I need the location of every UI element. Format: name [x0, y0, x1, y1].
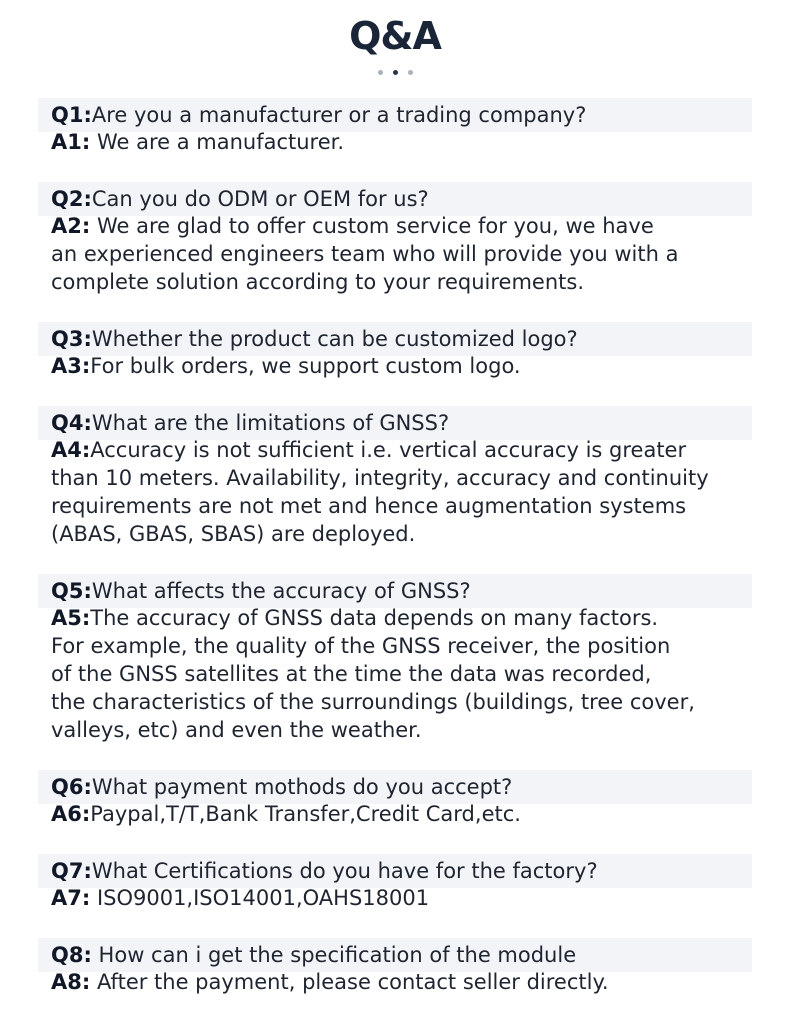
answer — [38, 212, 752, 296]
answer — [38, 800, 752, 828]
answer-label: A2: — [51, 214, 91, 238]
answer-line — [51, 268, 752, 296]
answer-text: the characteristics of the surroundings (buildings, tree cover, — [51, 690, 695, 714]
pagination-dot-active — [393, 70, 398, 75]
question-row — [38, 98, 752, 132]
answer-text: For example, the quality of the GNSS receiver, the position — [51, 634, 671, 658]
answer — [38, 884, 752, 912]
question-label: Q1: — [51, 103, 92, 127]
question-text: Whether the product can be customized logo? — [91, 327, 578, 351]
question-label: Q6: — [51, 775, 92, 799]
question-text: Can you do ODM or OEM for us? — [91, 187, 429, 211]
answer-line — [51, 240, 752, 268]
question-text: How can i get the specification of the module — [91, 943, 577, 967]
answer — [38, 128, 752, 156]
answer-line — [51, 660, 752, 688]
question-label: Q5: — [51, 579, 92, 603]
answer-text: The accuracy of GNSS data depends on many factors. — [90, 606, 659, 630]
answer-line — [51, 604, 752, 632]
answer-text: For bulk orders, we support custom logo. — [90, 354, 521, 378]
answer-label: A3: — [51, 354, 91, 378]
answer-text: valleys, etc) and even the weather. — [51, 718, 422, 742]
answer — [38, 968, 752, 996]
pagination-dots — [0, 70, 790, 76]
answer — [38, 604, 752, 744]
answer-line — [51, 464, 752, 492]
answer-label: A4: — [51, 438, 91, 462]
answer-line — [51, 520, 752, 548]
question-row — [38, 574, 752, 608]
answer-line — [51, 492, 752, 520]
answer-label: A5: — [51, 606, 91, 630]
answer-label: A1: — [51, 130, 91, 154]
question-row — [38, 406, 752, 440]
pagination-dot — [408, 70, 413, 75]
answer-text: Accuracy is not sufficient i.e. vertical accuracy is greater — [90, 438, 687, 462]
page-title: Q&A — [349, 14, 441, 58]
faq-item — [38, 938, 752, 996]
answer-line — [51, 968, 752, 996]
faq-item — [38, 182, 752, 296]
answer-text: of the GNSS satellites at the time the data was recorded, — [51, 662, 652, 686]
answer-text: Paypal,T/T,Bank Transfer,Credit Card,etc. — [90, 802, 521, 826]
answer-label: A7: — [51, 886, 91, 910]
answer-line — [51, 716, 752, 744]
question-text: What payment mothods do you accept? — [91, 775, 513, 799]
faq-item — [38, 574, 752, 744]
answer-line — [51, 632, 752, 660]
faq-item — [38, 406, 752, 548]
answer — [38, 352, 752, 380]
question-label: Q8: — [51, 943, 92, 967]
question-row — [38, 938, 752, 972]
question-label: Q2: — [51, 187, 92, 211]
question-label: Q7: — [51, 859, 92, 883]
question-text: Are you a manufacturer or a trading company? — [91, 103, 587, 127]
faq-item — [38, 98, 752, 156]
question-row — [38, 854, 752, 888]
answer-line — [51, 884, 752, 912]
answer-label: A6: — [51, 802, 91, 826]
answer-label: A8: — [51, 970, 91, 994]
question-row — [38, 182, 752, 216]
answer-text: We are glad to offer custom service for you, we have — [90, 214, 654, 238]
question-text: What are the limitations of GNSS? — [91, 411, 450, 435]
answer-text: complete solution according to your requirements. — [51, 270, 584, 294]
pagination-dot — [378, 70, 383, 75]
answer-text: We are a manufacturer. — [90, 130, 345, 154]
faq-item — [38, 322, 752, 380]
answer-text: (ABAS, GBAS, SBAS) are deployed. — [51, 522, 416, 546]
answer-text: After the payment, please contact seller directly. — [90, 970, 609, 994]
answer-line — [51, 352, 752, 380]
faq-item — [38, 770, 752, 828]
answer-line — [51, 128, 752, 156]
question-text: What Certifications do you have for the factory? — [91, 859, 598, 883]
question-label: Q3: — [51, 327, 92, 351]
question-row — [38, 770, 752, 804]
answer-text: an experienced engineers team who will provide you with a — [51, 242, 679, 266]
question-text: What affects the accuracy of GNSS? — [91, 579, 471, 603]
faq-item — [38, 854, 752, 912]
answer-text: requirements are not met and hence augmentation systems — [51, 494, 687, 518]
answer-text: ISO9001,ISO14001,OAHS18001 — [90, 886, 430, 910]
question-label: Q4: — [51, 411, 92, 435]
answer-line — [51, 800, 752, 828]
answer — [38, 436, 752, 548]
question-row — [38, 322, 752, 356]
answer-line — [51, 212, 752, 240]
answer-line — [51, 688, 752, 716]
answer-line — [51, 436, 752, 464]
answer-text: than 10 meters. Availability, integrity, accuracy and continuity — [51, 466, 709, 490]
